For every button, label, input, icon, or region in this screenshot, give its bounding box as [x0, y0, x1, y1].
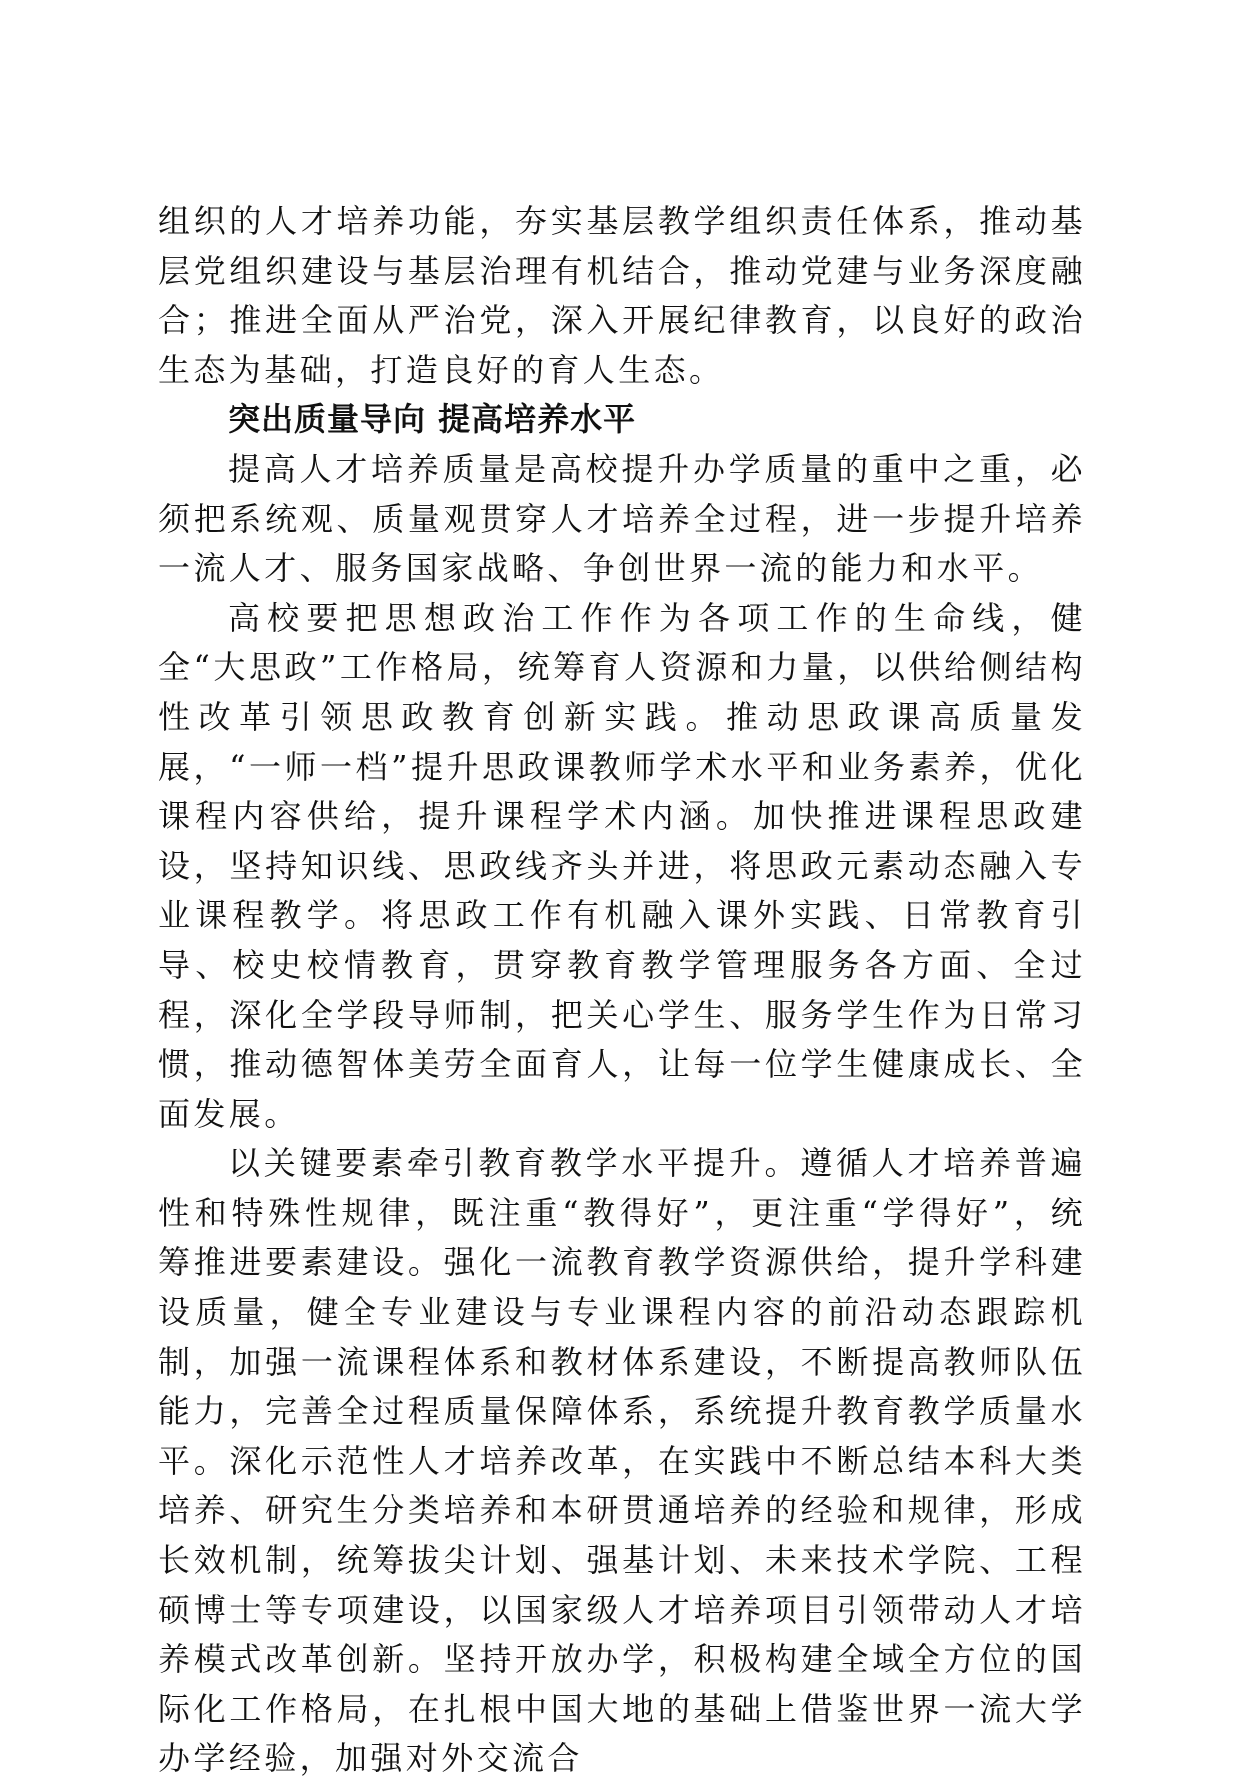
paragraph-key-elements: 以关键要素牵引教育教学水平提升。遵循人才培养普遍性和特殊性规律，既注重“教得好”，更注重“学得好”，统筹推进要素建设。强化一流教育教学资源供给，提升学科建设质量，健全专业建设与专业课程内容的前沿动态跟踪机制，加强一流课程体系和教材体系建设，不断提高教师队伍能力，完善全过程质量保障体系，系统提升教育教学质量水平。深化示范性人才培养改革，在实践中不断总结本科大类培养、研究生分类培养和本研贯通培养的经验和规律，形成长效机制，统筹拔尖计划、强基计划、未来技术学院、工程硕博士等专项建设，以国家级人才培养项目引领带动人才培养模式改革创新。坚持开放办学，积极构建全域全方位的国际化工作格局，在扎根中国大地的基础上借鉴世界一流大学办学经验，加强对外交流合: [158, 1144, 1086, 1778]
paragraph-ideology: 高校要把思想政治工作作为各项工作的生命线，健全“大思政”工作格局，统筹育人资源和力量，以供给侧结构性改革引领思政教育创新实践。推动思政课高质量发展，“一师一档”提升思政课教师学术水平和业务素养，优化课程内容供给，提升课程学术内涵。加快推进课程思政建设，坚持知识线、思政线齐头并进，将思政元素动态融入专业课程教学。将思政工作有机融入课外实践、日常教育引导、校史校情教育，贯穿教育教学管理服务各方面、全过程，深化全学段导师制，把关心学生、服务学生作为日常习惯，推动德智体美劳全面育人，让每一位学生健康成长、全面发展。: [158, 598, 1086, 1133]
paragraph-continued: 组织的人才培养功能，夯实基层教学组织责任体系，推动基层党组织建设与基层治理有机结合，推动党建与业务深度融合；推进全面从严治党，深入开展纪律教育，以良好的政治生态为基础，打造良好的育人生态。: [158, 202, 1086, 389]
section-heading: 突出质量导向 提高培养水平: [228, 400, 637, 439]
paragraph-quality: 提高人才培养质量是高校提升办学质量的重中之重，必须把系统观、质量观贯穿人才培养全过程，进一步提升培养一流人才、服务国家战略、争创世界一流的能力和水平。: [158, 449, 1086, 588]
document-body: [158, 197, 1086, 1784]
